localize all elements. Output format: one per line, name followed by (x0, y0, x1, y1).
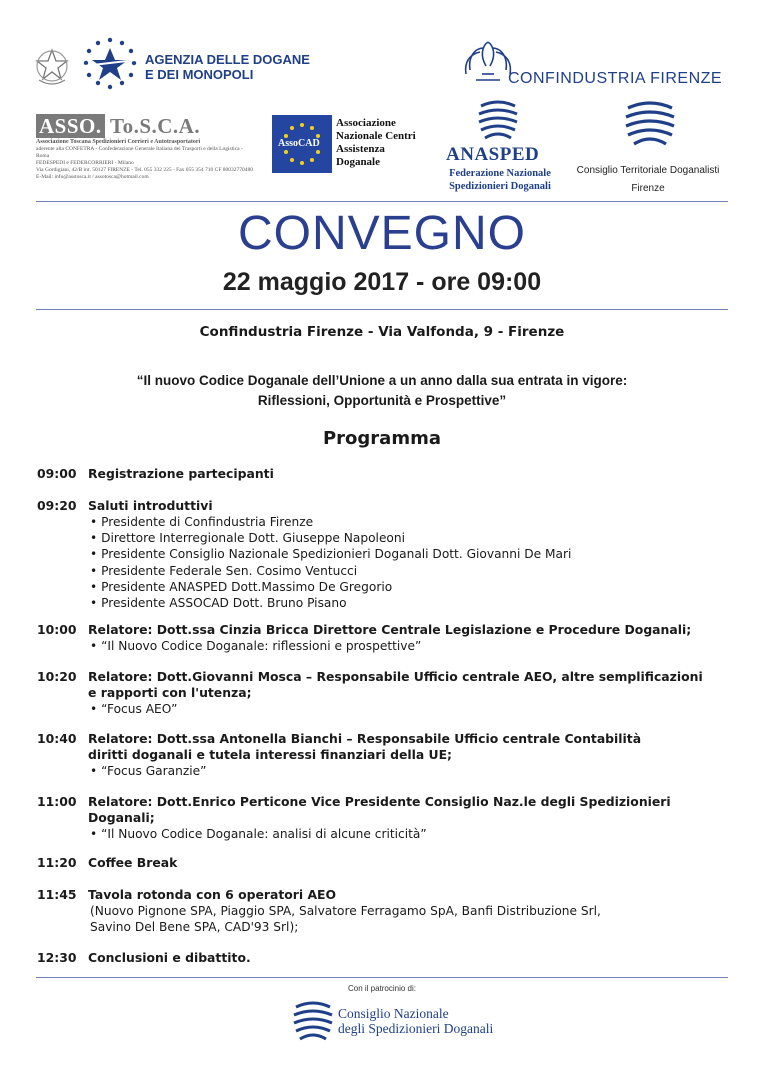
program-time: 11:20 (37, 855, 77, 870)
divider-bottom (36, 977, 728, 978)
event-date: 22 maggio 2017 - ore 09:00 (222, 268, 542, 296)
divider-middle (36, 309, 728, 310)
assotosca-sub4: Via Gordigiani, 42/B int. 50127 FIRENZE - Tel. 055 332 225 - Fax 055 354 710 CF 80032770480 (36, 167, 254, 173)
program-time: 10:20 (37, 669, 77, 684)
assocad-line4: Doganale (336, 156, 380, 168)
assotosca-sub5: E-Mail: info@asstosca.it / assotosca@hotmail.com (36, 174, 149, 180)
program-item-1040 (37, 731, 737, 748)
bianchi-list (90, 763, 206, 779)
program-item-0900 (37, 466, 737, 483)
program-title: Saluti introduttivi (88, 498, 213, 513)
list-item: • “Il Nuovo Codice Doganale: analisi di alcune criticità” (90, 826, 427, 842)
program-title: Relatore: Dott.Enrico Perticone Vice Presidente Consiglio Naz.le degli Spedizionieri (88, 794, 671, 809)
event-venue: Confindustria Firenze - Via Valfonda, 9 - Firenze (199, 324, 565, 340)
program-item-1145 (37, 887, 737, 904)
program-time: 11:45 (37, 887, 77, 902)
confindustria-name: CONFINDUSTRIA FIRENZE (508, 70, 723, 87)
cnsd-mark-logo (290, 998, 336, 1042)
mosca-list (90, 701, 177, 717)
cnsd-line1: Consiglio Nazionale (338, 1006, 449, 1021)
anasped-mark-logo (475, 96, 521, 142)
theme-line1: “Il nuovo Codice Doganale dell’Unione a un anno dalla sua entrata in vigore: (136, 373, 628, 388)
adm-star-logo (80, 36, 140, 92)
ctd-line1: Consiglio Territoriale Doganalisti (576, 165, 720, 176)
list-item: • “Focus AEO” (90, 701, 177, 717)
program-item-1120 (37, 855, 737, 872)
assotosca-details (36, 139, 256, 181)
program-title: Coffee Break (88, 855, 178, 870)
cnsd-name (338, 1006, 493, 1036)
assocad-line2: Nazionale Centri (336, 130, 416, 142)
assocad-line1: Associazione (336, 117, 396, 129)
republic-emblem-logo (34, 46, 70, 86)
list-item: • Presidente Federale Sen. Cosimo Ventucci (90, 563, 571, 579)
program-title: Registrazione partecipanti (88, 466, 274, 481)
adm-line1: AGENZIA DELLE DOGANE (145, 52, 310, 67)
ctd-mark-logo (622, 96, 678, 152)
list-item: • Presidente di Confindustria Firenze (90, 514, 571, 530)
participants-line1: (Nuovo Pignone SPA, Piaggio SPA, Salvatore Ferragamo SpA, Banfi Distribuzione Srl, (90, 904, 601, 918)
program-time: 09:20 (37, 498, 77, 513)
program-time: 10:00 (37, 622, 77, 637)
list-item: • Direttore Interregionale Dott. Giuseppe Napoleoni (90, 530, 571, 546)
program-time: 09:00 (37, 466, 77, 481)
program-title: Relatore: Dott.ssa Antonella Bianchi – Responsabile Ufficio centrale Contabilità (88, 731, 642, 746)
assotosca-title: To.S.C.A. (109, 114, 201, 138)
assocad-line3: Assistenza (336, 143, 385, 155)
patrocinio-label: Con il patrocinio di: (347, 984, 417, 993)
program-title: Relatore: Dott.ssa Cinzia Bricca Direttore Centrale Legislazione e Procedure Doganali; (88, 622, 692, 637)
anasped-sub1: Federazione Nazionale (449, 168, 551, 179)
program-item-0920 (37, 498, 737, 515)
confindustria-eagle-logo (462, 36, 514, 86)
list-item: • Presidente ANASPED Dott.Massimo De Gregorio (90, 579, 571, 595)
program-item-1000 (37, 622, 737, 639)
program-title: Relatore: Dott.Giovanni Mosca – Responsabile Ufficio centrale AEO, altre semplificazioni (88, 669, 703, 684)
assotosca-sub3: FEDESPEDI e FEDERCORRIERI - Milano (36, 160, 134, 166)
program-item-1100 (37, 794, 737, 811)
program-title-cont: Doganali; (88, 810, 155, 825)
assocad-flag-logo (272, 115, 332, 173)
programma-heading: Programma (322, 428, 441, 449)
list-item: • Presidente Consiglio Nazionale Spedizionieri Doganali Dott. Giovanni De Mari (90, 546, 571, 562)
adm-name (145, 52, 310, 82)
perticone-list (90, 826, 427, 842)
program-time: 12:30 (37, 950, 77, 965)
program-title: Tavola rotonda con 6 operatori AEO (88, 887, 337, 902)
ctd-name (566, 162, 730, 198)
assotosca-box: ASSO. (36, 114, 105, 138)
assocad-name (336, 117, 416, 169)
program-item-1230 (37, 950, 737, 967)
program-title: Conclusioni e dibattito. (88, 950, 251, 965)
event-theme (0, 371, 764, 411)
bricca-list (90, 638, 421, 654)
program-title-cont: diritti doganali e tutela interessi finanziari della UE; (88, 747, 453, 762)
list-item: • “Focus Garanzie” (90, 763, 206, 779)
adm-line2: E DEI MONOPOLI (145, 67, 254, 82)
list-item: • “Il Nuovo Codice Doganale: riflessioni e prospettive” (90, 638, 421, 654)
tavola-participants (90, 903, 601, 935)
anasped-sub2: Spedizionieri Doganali (449, 181, 551, 192)
assotosca-logo (36, 114, 200, 139)
page-title: CONVEGNO (237, 207, 527, 260)
participants-line2: Savino Del Bene SPA, CAD'93 Srl); (90, 920, 299, 935)
list-item: • Presidente ASSOCAD Dott. Bruno Pisano (90, 595, 571, 611)
cnsd-line2: degli Spedizionieri Doganali (338, 1021, 494, 1036)
program-item-1020 (37, 669, 737, 686)
saluti-list (90, 514, 571, 611)
ctd-line2: Firenze (631, 183, 665, 194)
anasped-title: ANASPED (446, 144, 540, 165)
program-time: 11:00 (37, 794, 77, 809)
program-title-cont: e rapporti con l'utenza; (88, 685, 252, 700)
assotosca-sub1: Associazione Toscana Spedizionieri Corrieri e Autotrasportatori (36, 139, 201, 145)
assotosca-sub2: aderente alla CONFETRA - Confederazione Generale Italiana dei Trasporti e della Logistica - Roma (36, 146, 243, 159)
theme-line2: Riflessioni, Opportunità e Prospettive” (257, 393, 507, 408)
program-time: 10:40 (37, 731, 77, 746)
assocad-badge: AssoCAD (278, 138, 320, 149)
divider-top (36, 201, 728, 202)
anasped-subtitle (438, 167, 562, 193)
